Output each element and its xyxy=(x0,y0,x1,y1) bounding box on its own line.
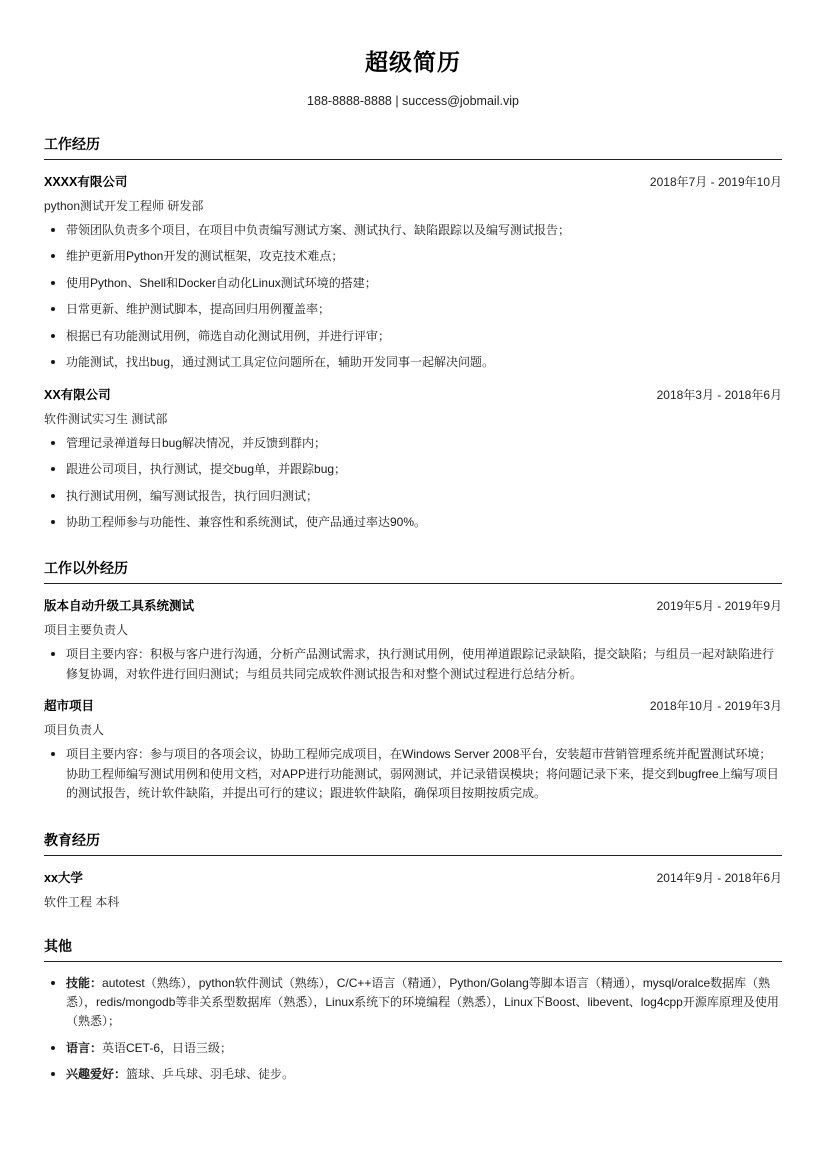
item-text: 英语CET-6，日语三级； xyxy=(102,1040,233,1055)
item-label: 技能： xyxy=(66,975,103,990)
list-item: 协助工程师参与功能性、兼容性和系统测试，使产品通过率达90%。 xyxy=(44,513,782,532)
section-heading: 教育经历 xyxy=(44,830,782,856)
list-item xyxy=(44,1065,782,1084)
entry-date: 2018年7月 - 2019年10月 xyxy=(649,175,782,189)
section-education xyxy=(44,830,782,910)
entry-date: 2019年5月 - 2019年9月 xyxy=(656,599,782,614)
section-heading: 工作经历 xyxy=(44,134,782,160)
list-item: 执行测试用例，编写测试报告，执行回归测试； xyxy=(44,487,782,506)
item-label: 语言： xyxy=(66,1040,103,1055)
list-item xyxy=(44,1039,782,1058)
entry-subtitle: python测试开发工程师 研发部 xyxy=(44,199,204,213)
experience-entry xyxy=(44,385,782,533)
entry-title: 版本自动升级工具系统测试 xyxy=(44,599,195,614)
entry-subtitle: 软件测试实习生 测试部 xyxy=(44,411,168,426)
list-item: 维护更新用Python开发的测试框架，攻克技术难点； xyxy=(44,247,782,266)
contact-info: 188-8888-8888 | success@jobmail.vip xyxy=(307,94,519,108)
education-entry xyxy=(44,868,782,910)
entry-subtitle: 软件工程 本科 xyxy=(44,894,120,909)
page-title: 超级简历 xyxy=(365,49,461,75)
experience-entry xyxy=(44,172,782,373)
list-item: 功能测试，找出bug，通过测试工具定位问题所在，辅助开发同事一起解决问题。 xyxy=(44,353,782,372)
entry-title: 超市项目 xyxy=(44,699,95,714)
section-work-experience xyxy=(44,134,782,532)
project-entry xyxy=(44,596,782,684)
list-item: 根据已有功能测试用例，筛选自动化测试用例，并进行评审； xyxy=(44,327,782,346)
entry-title: XX有限公司 xyxy=(44,387,111,402)
list-item: 带领团队负责多个项目，在项目中负责编写测试方案、测试执行、缺陷跟踪以及编写测试报告； xyxy=(44,221,782,240)
section-other xyxy=(44,936,782,1085)
entry-bullet-list xyxy=(44,745,782,803)
entry-bullet-list xyxy=(44,434,782,533)
list-item: 项目主要内容：参与项目的各项会议，协助工程师完成项目，在Windows Server 2008平台，安装超市营销管理系统并配置测试环境；协助工程师编写测试用例和使用文档，对APP进行功能测试，弱网测试，并记录错误模块；将问题记录下来，提交到bugfree上编写项目的测试报告，统计软件缺陷，并提出可行的建议；跟进软件缺陷，确保项目按期按质完成。 xyxy=(44,745,782,803)
list-item: 跟进公司项目，执行测试，提交bug单，并跟踪bug； xyxy=(44,460,782,479)
entry-header xyxy=(44,596,782,614)
list-item: 使用Python、Shell和Docker自动化Linux测试环境的搭建； xyxy=(44,274,782,293)
entry-header xyxy=(44,172,782,190)
entry-date: 2018年3月 - 2018年6月 xyxy=(656,387,782,402)
entry-title: xx大学 xyxy=(44,870,83,885)
resume-header xyxy=(44,44,782,108)
entry-date: 2018年10月 - 2019年3月 xyxy=(649,699,782,714)
project-entry xyxy=(44,696,782,803)
section-heading: 工作以外经历 xyxy=(44,558,782,584)
entry-subtitle: 项目负责人 xyxy=(44,723,105,738)
entry-header xyxy=(44,868,782,886)
entry-bullet-list xyxy=(44,221,782,373)
list-item xyxy=(44,974,782,1032)
section-heading: 其他 xyxy=(44,936,782,962)
list-item: 项目主要内容：积极与客户进行沟通，分析产品测试需求，执行测试用例，使用禅道跟踪记录缺陷，提交缺陷；与组员一起对缺陷进行修复协调，对软件进行回归测试；与组员共同完成软件测试报告和对整个测试过程进行总结分析。 xyxy=(44,645,782,684)
entry-bullet-list xyxy=(44,645,782,684)
item-text: 篮球、乒乓球、羽毛球、徒步。 xyxy=(126,1067,295,1082)
item-label: 兴趣爱好： xyxy=(66,1067,127,1082)
item-text: autotest（熟练），python软件测试（熟练），C/C++语言（精通），Python/Golang等脚本语言（精通），mysql/oralce数据库（熟悉），redis/mongodb等非关系型数据库（熟悉），Linux系统下的环境编程（熟悉），Linux下Boost、libevent、log4cpp开源库原理及使用（熟悉）； xyxy=(66,975,779,1029)
entry-header xyxy=(44,385,782,403)
entry-date: 2014年9月 - 2018年6月 xyxy=(656,870,782,885)
entry-header xyxy=(44,696,782,714)
section-extracurricular xyxy=(44,558,782,803)
entry-subtitle: 项目主要负责人 xyxy=(44,623,129,638)
list-item: 管理记录禅道每日bug解决情况，并反馈到群内； xyxy=(44,434,782,453)
entry-title: XXXX有限公司 xyxy=(44,175,128,189)
other-list xyxy=(44,974,782,1085)
list-item: 日常更新、维护测试脚本，提高回归用例覆盖率； xyxy=(44,300,782,319)
